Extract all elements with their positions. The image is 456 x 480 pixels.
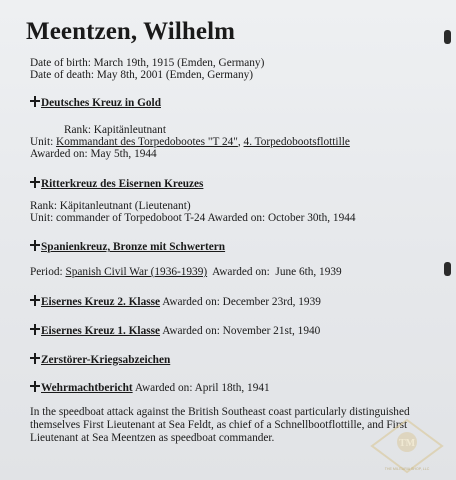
award-rank: Rank: Kapitänleutnant: [64, 124, 166, 136]
iron-cross-icon: [30, 96, 40, 107]
award-heading: [30, 240, 225, 254]
award-name[interactable]: Wehrmachtbericht: [41, 382, 133, 394]
award-unit: Unit: commander of Torpedoboot T-24 Awarded on: October 30th, 1944: [30, 212, 356, 224]
award-name[interactable]: Ritterkreuz des Eisernen Kreuzes: [41, 178, 204, 190]
award-name[interactable]: Deutsches Kreuz in Gold: [41, 97, 161, 109]
award-name[interactable]: Eisernes Kreuz 2. Klasse: [41, 296, 161, 308]
death-date: Date of death: May 8th, 2001 (Emden, Germany): [30, 69, 254, 81]
unit-link[interactable]: Kommandant des Torpedobootes "T 24": [56, 136, 238, 148]
award-heading: [30, 96, 161, 110]
page-title: Meentzen, Wilhelm: [26, 18, 236, 45]
award-heading: [30, 295, 321, 309]
watermark-logo: [370, 418, 444, 476]
award-date: Awarded on: November 21st, 1940: [160, 325, 321, 337]
watermark-text: THE MILITARIA SHOP, LLC: [384, 467, 430, 471]
birth-date: Date of birth: March 19th, 1915 (Emden, Germany): [30, 57, 265, 69]
award-name[interactable]: Zerstörer-Kriegsabzeichen: [41, 354, 171, 366]
award-rank: Rank: Käpitanleutnant (Lieutenant): [30, 200, 191, 212]
flotilla-link[interactable]: 4. Torpedobootsflottille: [243, 136, 350, 148]
binder-hole: [444, 262, 451, 276]
unit-separator: ,: [237, 136, 244, 148]
period-label: Period:: [30, 266, 66, 278]
iron-cross-icon: [30, 353, 40, 364]
period-link[interactable]: Spanish Civil War (1936-1939): [65, 266, 208, 278]
citation-text: In the speedboat attack against the British Southeast coast particularly distinguished themselves First Lieutenant at Sea Feldt, as chief of a Schnellbootflottille, and First Lieutenant at Sea Meentzen as speedboat commander.: [30, 406, 410, 444]
award-heading: [30, 353, 170, 367]
iron-cross-icon: [30, 381, 40, 392]
binder-hole: [444, 30, 451, 44]
award-date: Awarded on: May 5th, 1944: [30, 148, 157, 160]
iron-cross-icon: [30, 295, 40, 306]
watermark-initials: TM: [398, 438, 416, 449]
award-heading: [30, 324, 320, 338]
award-period: [30, 266, 342, 279]
award-name[interactable]: Spanienkreuz, Bronze mit Schwertern: [41, 241, 226, 253]
award-name[interactable]: Eisernes Kreuz 1. Klasse: [41, 325, 161, 337]
unit-label: Unit:: [30, 136, 57, 148]
award-date: Awarded on: December 23rd, 1939: [160, 296, 321, 308]
award-heading: [30, 177, 203, 191]
award-heading: [30, 381, 270, 395]
award-date: Awarded on: June 6th, 1939: [207, 266, 342, 278]
iron-cross-icon: [30, 240, 40, 251]
award-date: Awarded on: April 18th, 1941: [132, 382, 270, 394]
iron-cross-icon: [30, 324, 40, 335]
iron-cross-icon: [30, 177, 40, 188]
